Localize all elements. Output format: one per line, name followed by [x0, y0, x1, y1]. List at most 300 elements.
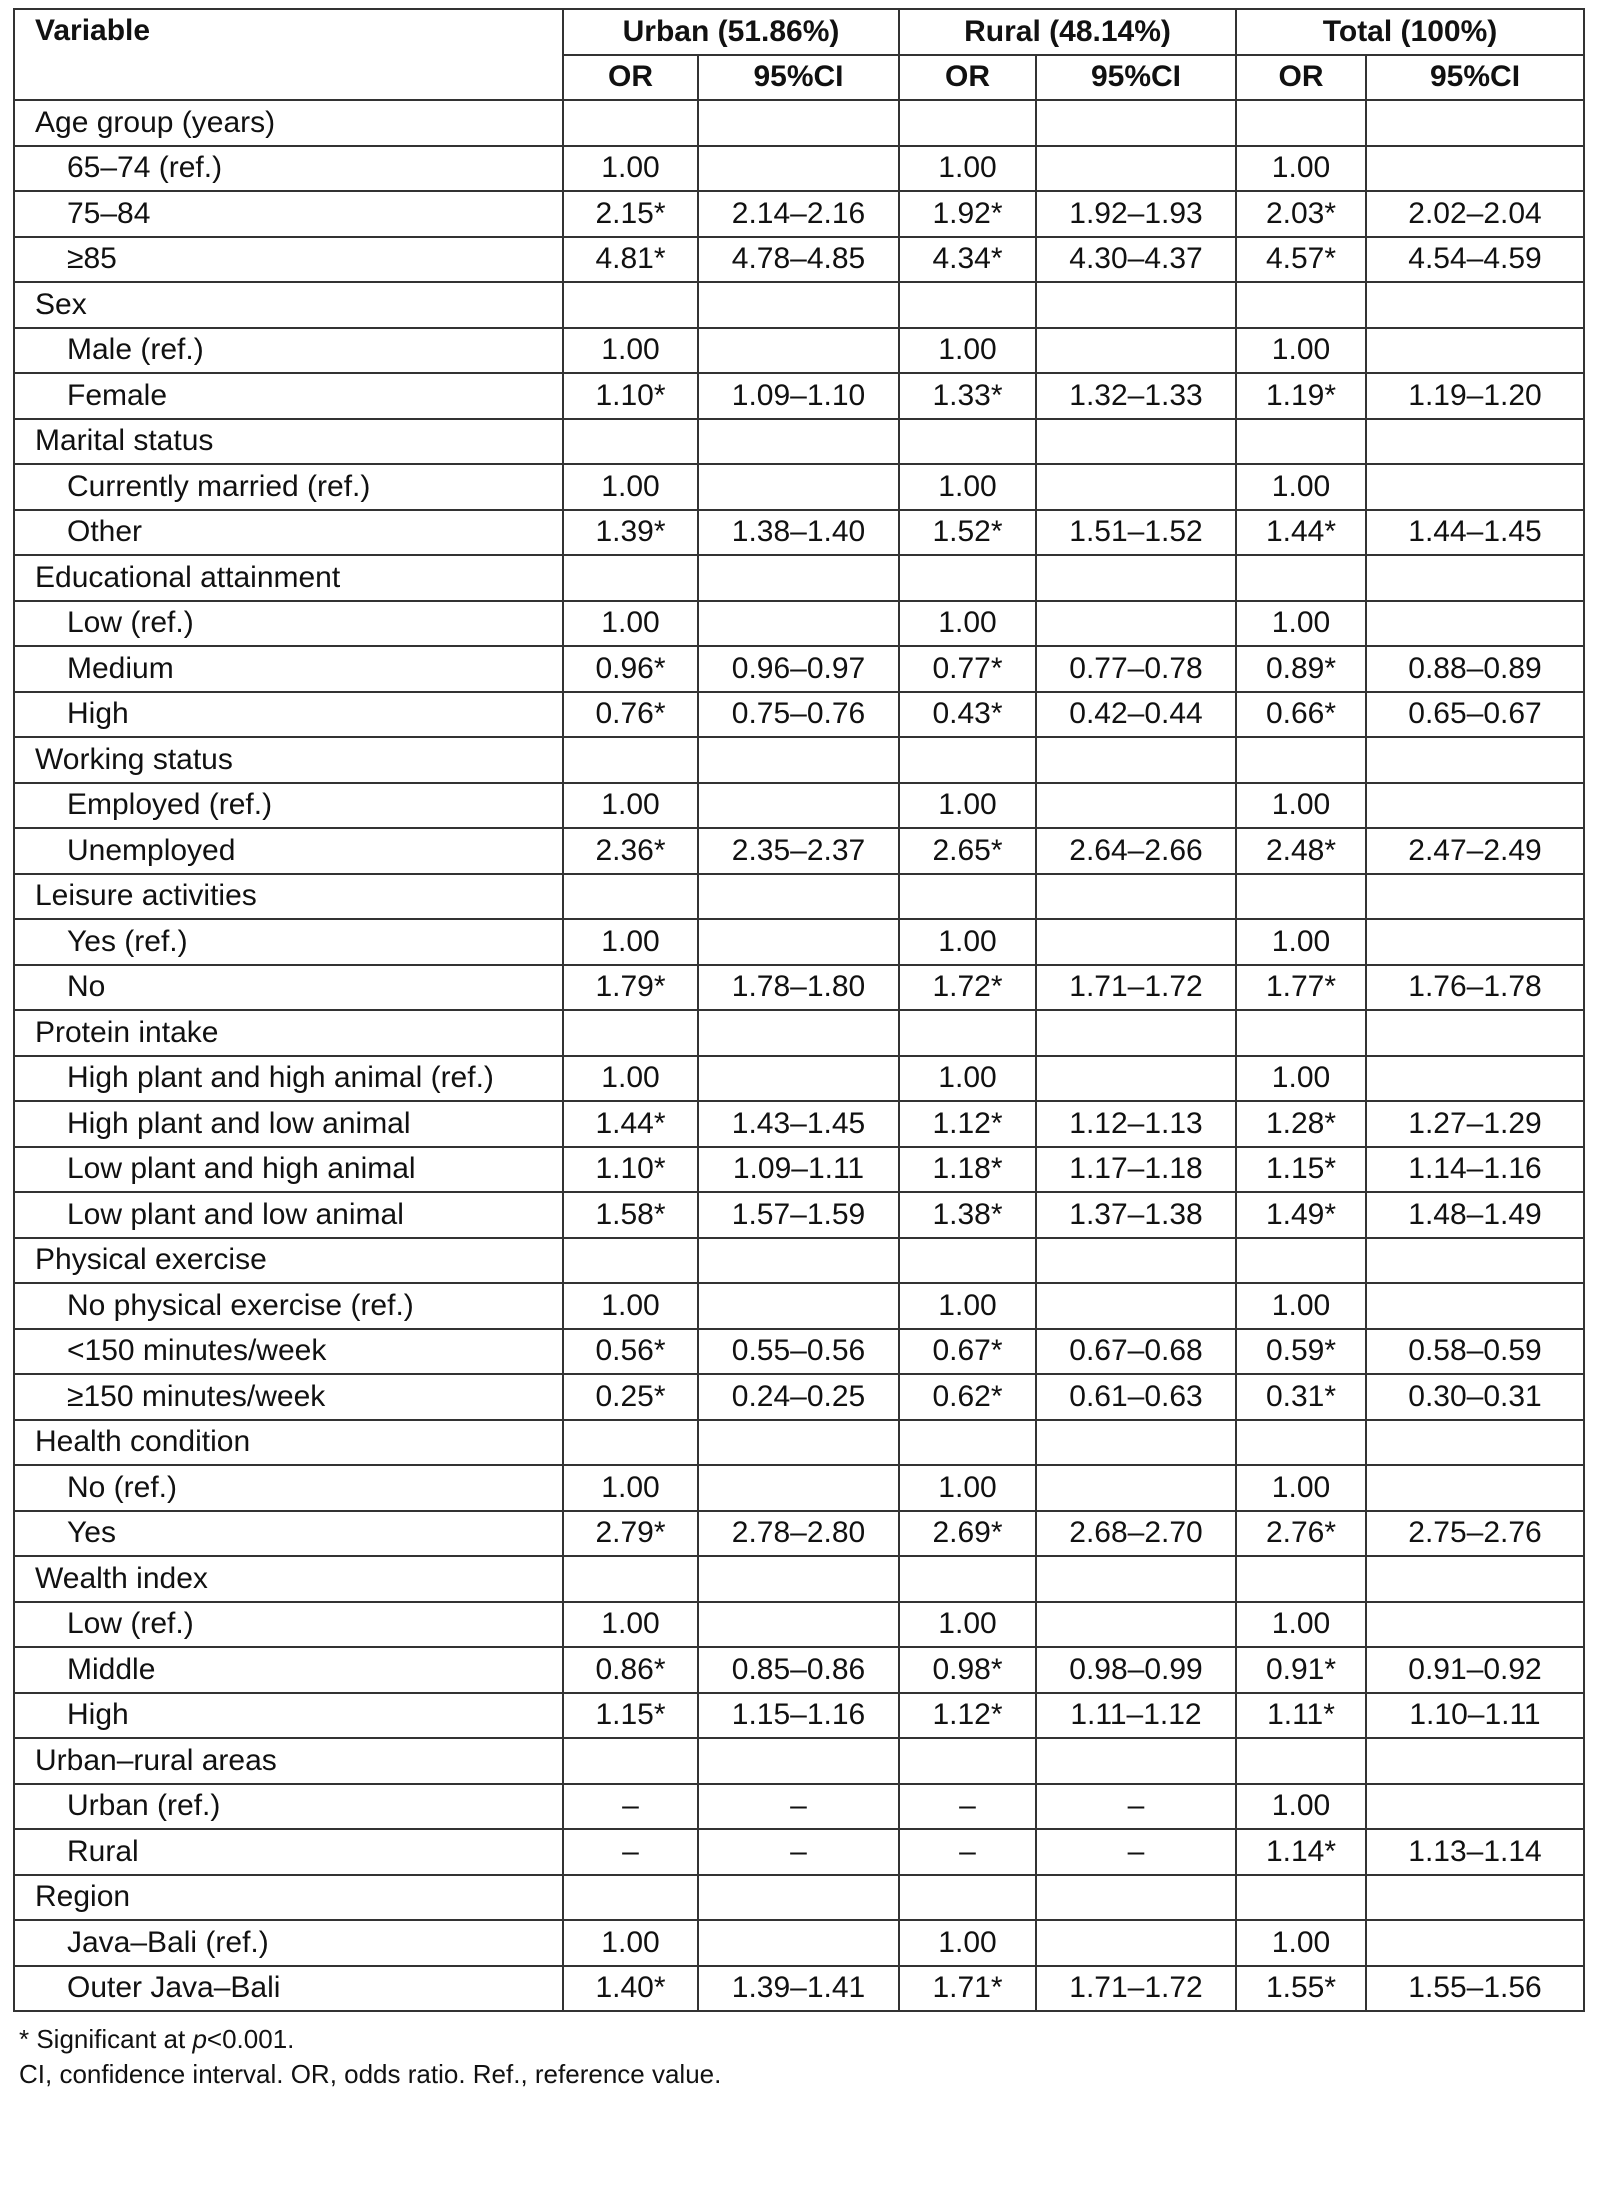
confidence-interval-cell: –: [698, 1784, 899, 1830]
odds-ratio-cell: –: [563, 1829, 698, 1875]
confidence-interval-cell: [698, 282, 899, 328]
confidence-interval-cell: [1366, 601, 1584, 647]
row-label: Yes (ref.): [14, 919, 563, 965]
confidence-interval-cell: [1036, 1010, 1236, 1056]
table-row: [14, 146, 1584, 192]
table-row: [14, 1329, 1584, 1375]
confidence-interval-cell: 1.48–1.49: [1366, 1192, 1584, 1238]
confidence-interval-cell: [698, 146, 899, 192]
odds-ratio-cell: [563, 1875, 698, 1921]
row-label: Currently married (ref.): [14, 464, 563, 510]
confidence-interval-cell: [1366, 146, 1584, 192]
abbreviations-note: CI, confidence interval. OR, odds ratio. Ref., reference value.: [19, 2059, 722, 2089]
table-row: [14, 919, 1584, 965]
confidence-interval-cell: [1366, 783, 1584, 829]
table-row: [14, 965, 1584, 1011]
confidence-interval-cell: 4.30–4.37: [1036, 237, 1236, 283]
odds-ratio-cell: 0.59*: [1236, 1329, 1366, 1375]
category-row: [14, 100, 1584, 146]
confidence-interval-cell: 1.27–1.29: [1366, 1101, 1584, 1147]
odds-ratio-cell: 1.00: [1236, 1283, 1366, 1329]
odds-ratio-cell: –: [563, 1784, 698, 1830]
confidence-interval-cell: 4.54–4.59: [1366, 237, 1584, 283]
odds-ratio-cell: 1.00: [1236, 146, 1366, 192]
odds-ratio-cell: 1.39*: [563, 510, 698, 556]
odds-ratio-cell: 1.11*: [1236, 1693, 1366, 1739]
confidence-interval-cell: 2.75–2.76: [1366, 1511, 1584, 1557]
confidence-interval-cell: [1036, 419, 1236, 465]
confidence-interval-cell: [698, 874, 899, 920]
table-row: [14, 237, 1584, 283]
confidence-interval-cell: 0.85–0.86: [698, 1647, 899, 1693]
confidence-interval-cell: [1036, 601, 1236, 647]
confidence-interval-cell: 2.68–2.70: [1036, 1511, 1236, 1557]
odds-ratio-cell: 1.00: [899, 464, 1036, 510]
row-label: High: [14, 1693, 563, 1739]
table-row: [14, 1511, 1584, 1557]
odds-ratio-cell: 0.76*: [563, 692, 698, 738]
odds-ratio-cell: [1236, 1875, 1366, 1921]
odds-ratio-cell: 1.00: [563, 1465, 698, 1511]
table-row: [14, 328, 1584, 374]
odds-ratio-cell: 2.36*: [563, 828, 698, 874]
confidence-interval-cell: 0.67–0.68: [1036, 1329, 1236, 1375]
confidence-interval-cell: [1366, 1465, 1584, 1511]
odds-ratio-cell: 1.12*: [899, 1101, 1036, 1147]
category-label: Educational attainment: [14, 555, 563, 601]
odds-ratio-cell: 1.00: [1236, 919, 1366, 965]
table-row: [14, 1056, 1584, 1102]
confidence-interval-cell: [698, 1238, 899, 1284]
odds-ratio-cell: [1236, 1010, 1366, 1056]
category-row: [14, 1738, 1584, 1784]
confidence-interval-cell: 0.24–0.25: [698, 1374, 899, 1420]
odds-ratio-cell: [899, 282, 1036, 328]
odds-ratio-cell: [1236, 100, 1366, 146]
odds-ratio-cell: [563, 100, 698, 146]
confidence-interval-cell: [1036, 1238, 1236, 1284]
confidence-interval-cell: 0.55–0.56: [698, 1329, 899, 1375]
odds-ratio-cell: 1.19*: [1236, 373, 1366, 419]
confidence-interval-cell: 2.64–2.66: [1036, 828, 1236, 874]
odds-ratio-cell: 2.48*: [1236, 828, 1366, 874]
odds-ratio-cell: 1.12*: [899, 1693, 1036, 1739]
confidence-interval-cell: –: [1036, 1829, 1236, 1875]
confidence-interval-cell: [698, 1602, 899, 1648]
odds-ratio-cell: [899, 419, 1036, 465]
row-label: Low (ref.): [14, 1602, 563, 1648]
confidence-interval-cell: 1.09–1.11: [698, 1147, 899, 1193]
row-label: Java–Bali (ref.): [14, 1920, 563, 1966]
confidence-interval-cell: [1036, 1875, 1236, 1921]
category-row: [14, 1238, 1584, 1284]
category-row: [14, 1875, 1584, 1921]
table-row: [14, 1693, 1584, 1739]
row-label: Middle: [14, 1647, 563, 1693]
category-label: Physical exercise: [14, 1238, 563, 1284]
confidence-interval-cell: 1.10–1.11: [1366, 1693, 1584, 1739]
odds-ratio-cell: 1.10*: [563, 1147, 698, 1193]
confidence-interval-cell: [1366, 1056, 1584, 1102]
category-label: Working status: [14, 737, 563, 783]
odds-ratio-cell: [899, 1738, 1036, 1784]
odds-ratio-cell: [563, 1738, 698, 1784]
odds-ratio-cell: 0.77*: [899, 646, 1036, 692]
confidence-interval-cell: 1.14–1.16: [1366, 1147, 1584, 1193]
confidence-interval-cell: [1036, 100, 1236, 146]
table-row: [14, 783, 1584, 829]
confidence-interval-cell: [1366, 464, 1584, 510]
table-container: [13, 8, 1583, 2092]
confidence-interval-cell: 1.12–1.13: [1036, 1101, 1236, 1147]
odds-ratio-cell: 1.00: [1236, 1920, 1366, 1966]
confidence-interval-cell: [698, 419, 899, 465]
category-label: Age group (years): [14, 100, 563, 146]
row-label: High plant and low animal: [14, 1101, 563, 1147]
odds-ratio-cell: [899, 100, 1036, 146]
row-label: Other: [14, 510, 563, 556]
confidence-interval-cell: [698, 919, 899, 965]
odds-ratio-cell: [1236, 1738, 1366, 1784]
confidence-interval-cell: 1.76–1.78: [1366, 965, 1584, 1011]
category-label: Urban–rural areas: [14, 1738, 563, 1784]
odds-ratio-cell: [899, 737, 1036, 783]
odds-ratio-cell: 0.67*: [899, 1329, 1036, 1375]
confidence-interval-cell: [1366, 1738, 1584, 1784]
odds-ratio-cell: 1.52*: [899, 510, 1036, 556]
header-row-groups: [14, 9, 1584, 55]
confidence-interval-cell: 1.11–1.12: [1036, 1693, 1236, 1739]
table-row: [14, 1465, 1584, 1511]
category-label: Health condition: [14, 1420, 563, 1466]
confidence-interval-cell: [1036, 282, 1236, 328]
confidence-interval-cell: 0.30–0.31: [1366, 1374, 1584, 1420]
confidence-interval-cell: [698, 464, 899, 510]
odds-ratio-cell: [563, 1238, 698, 1284]
row-label: 65–74 (ref.): [14, 146, 563, 192]
confidence-interval-cell: 0.88–0.89: [1366, 646, 1584, 692]
confidence-interval-cell: 1.92–1.93: [1036, 191, 1236, 237]
odds-ratio-cell: [563, 419, 698, 465]
table-row: [14, 1784, 1584, 1830]
table-row: [14, 1920, 1584, 1966]
confidence-interval-cell: [698, 1875, 899, 1921]
confidence-interval-cell: [1366, 1920, 1584, 1966]
odds-ratio-cell: 1.00: [899, 919, 1036, 965]
odds-ratio-cell: 1.92*: [899, 191, 1036, 237]
confidence-interval-cell: 1.39–1.41: [698, 1966, 899, 2012]
confidence-interval-cell: [1036, 555, 1236, 601]
confidence-interval-cell: 1.17–1.18: [1036, 1147, 1236, 1193]
confidence-interval-cell: 2.14–2.16: [698, 191, 899, 237]
odds-ratio-cell: –: [899, 1829, 1036, 1875]
odds-ratio-cell: 1.44*: [1236, 510, 1366, 556]
table-row: [14, 1192, 1584, 1238]
odds-ratio-cell: 1.00: [563, 1283, 698, 1329]
confidence-interval-cell: 2.47–2.49: [1366, 828, 1584, 874]
confidence-interval-cell: [1036, 737, 1236, 783]
odds-ratio-cell: 1.00: [899, 783, 1036, 829]
confidence-interval-cell: [1366, 1420, 1584, 1466]
table-footnotes: [13, 2022, 1583, 2092]
category-label: Sex: [14, 282, 563, 328]
odds-ratio-cell: 1.00: [1236, 464, 1366, 510]
table-row: [14, 828, 1584, 874]
confidence-interval-cell: 1.19–1.20: [1366, 373, 1584, 419]
confidence-interval-cell: 2.35–2.37: [698, 828, 899, 874]
confidence-interval-cell: 1.37–1.38: [1036, 1192, 1236, 1238]
confidence-interval-cell: [698, 1920, 899, 1966]
odds-ratio-cell: 2.79*: [563, 1511, 698, 1557]
confidence-interval-cell: [698, 783, 899, 829]
group-header-rural: Rural (48.14%): [899, 9, 1236, 55]
confidence-interval-cell: [698, 100, 899, 146]
confidence-interval-cell: 0.65–0.67: [1366, 692, 1584, 738]
odds-ratio-cell: [563, 282, 698, 328]
confidence-interval-cell: 1.44–1.45: [1366, 510, 1584, 556]
odds-ratio-cell: 2.69*: [899, 1511, 1036, 1557]
odds-ratio-cell: 1.58*: [563, 1192, 698, 1238]
confidence-interval-cell: 1.43–1.45: [698, 1101, 899, 1147]
odds-ratio-cell: 1.38*: [899, 1192, 1036, 1238]
odds-ratio-cell: [899, 1238, 1036, 1284]
odds-ratio-cell: 2.65*: [899, 828, 1036, 874]
odds-ratio-cell: 1.00: [1236, 601, 1366, 647]
row-label: ≥85: [14, 237, 563, 283]
confidence-interval-cell: [1036, 1738, 1236, 1784]
category-row: [14, 555, 1584, 601]
confidence-interval-cell: [698, 1010, 899, 1056]
confidence-interval-cell: [1036, 1056, 1236, 1102]
confidence-interval-cell: 1.13–1.14: [1366, 1829, 1584, 1875]
odds-ratio-cell: 0.25*: [563, 1374, 698, 1420]
row-label: No physical exercise (ref.): [14, 1283, 563, 1329]
odds-ratio-cell: 1.00: [899, 601, 1036, 647]
odds-ratio-cell: [1236, 555, 1366, 601]
odds-ratio-cell: 1.55*: [1236, 1966, 1366, 2012]
category-label: Marital status: [14, 419, 563, 465]
odds-ratio-cell: 2.76*: [1236, 1511, 1366, 1557]
ci-header: 95%CI: [1366, 55, 1584, 101]
category-row: [14, 1420, 1584, 1466]
group-header-urban: Urban (51.86%): [563, 9, 899, 55]
odds-ratio-cell: 1.28*: [1236, 1101, 1366, 1147]
odds-ratio-cell: 0.62*: [899, 1374, 1036, 1420]
confidence-interval-cell: 1.38–1.40: [698, 510, 899, 556]
or-header: OR: [563, 55, 698, 101]
row-label: Yes: [14, 1511, 563, 1557]
confidence-interval-cell: 0.61–0.63: [1036, 1374, 1236, 1420]
ci-header: 95%CI: [1036, 55, 1236, 101]
odds-ratio-cell: 0.86*: [563, 1647, 698, 1693]
category-label: Protein intake: [14, 1010, 563, 1056]
odds-ratio-cell: 1.15*: [1236, 1147, 1366, 1193]
odds-ratio-cell: 0.66*: [1236, 692, 1366, 738]
odds-ratio-cell: 0.98*: [899, 1647, 1036, 1693]
table-row: [14, 510, 1584, 556]
category-row: [14, 874, 1584, 920]
confidence-interval-cell: [1036, 146, 1236, 192]
confidence-interval-cell: [1366, 874, 1584, 920]
group-header-total: Total (100%): [1236, 9, 1584, 55]
confidence-interval-cell: [698, 1738, 899, 1784]
odds-ratio-cell: [1236, 1420, 1366, 1466]
odds-ratio-cell: [899, 1010, 1036, 1056]
confidence-interval-cell: 1.71–1.72: [1036, 965, 1236, 1011]
odds-ratio-cell: [1236, 1556, 1366, 1602]
odds-ratio-cell: 0.43*: [899, 692, 1036, 738]
odds-ratio-cell: [563, 1420, 698, 1466]
table-row: [14, 1602, 1584, 1648]
table-row: [14, 692, 1584, 738]
odds-ratio-cell: 1.00: [899, 146, 1036, 192]
category-label: Leisure activities: [14, 874, 563, 920]
odds-ratio-cell: 1.00: [899, 1465, 1036, 1511]
or-header: OR: [1236, 55, 1366, 101]
odds-ratio-cell: 1.10*: [563, 373, 698, 419]
table-row: [14, 464, 1584, 510]
odds-ratio-cell: 1.00: [1236, 1602, 1366, 1648]
odds-ratio-cell: 0.31*: [1236, 1374, 1366, 1420]
odds-ratio-cell: 2.15*: [563, 191, 698, 237]
confidence-interval-cell: 0.91–0.92: [1366, 1647, 1584, 1693]
confidence-interval-cell: [698, 601, 899, 647]
confidence-interval-cell: [1036, 1283, 1236, 1329]
odds-ratio-cell: 1.00: [563, 1056, 698, 1102]
significance-note: * Significant at p<0.001.: [19, 2024, 295, 2054]
table-body: [14, 100, 1584, 2011]
confidence-interval-cell: 1.55–1.56: [1366, 1966, 1584, 2012]
confidence-interval-cell: [1036, 919, 1236, 965]
confidence-interval-cell: [1366, 555, 1584, 601]
odds-ratio-cell: [563, 737, 698, 783]
odds-ratio-cell: [1236, 874, 1366, 920]
row-label: No: [14, 965, 563, 1011]
row-label: Low plant and high animal: [14, 1147, 563, 1193]
odds-ratio-cell: 2.03*: [1236, 191, 1366, 237]
odds-ratio-cell: [899, 1875, 1036, 1921]
confidence-interval-cell: 1.71–1.72: [1036, 1966, 1236, 2012]
row-label: <150 minutes/week: [14, 1329, 563, 1375]
odds-ratio-cell: 1.00: [1236, 783, 1366, 829]
confidence-interval-cell: [1366, 419, 1584, 465]
odds-ratio-cell: 1.33*: [899, 373, 1036, 419]
category-row: [14, 1010, 1584, 1056]
odds-ratio-cell: [563, 555, 698, 601]
odds-ratio-cell: [1236, 737, 1366, 783]
table-row: [14, 1374, 1584, 1420]
odds-ratio-cell: 0.91*: [1236, 1647, 1366, 1693]
confidence-interval-cell: [1366, 1283, 1584, 1329]
row-label: 75–84: [14, 191, 563, 237]
odds-ratio-cell: 1.00: [563, 328, 698, 374]
row-label: ≥150 minutes/week: [14, 1374, 563, 1420]
odds-ratio-cell: –: [899, 1784, 1036, 1830]
odds-ratio-cell: 4.34*: [899, 237, 1036, 283]
confidence-interval-cell: [1366, 328, 1584, 374]
confidence-interval-cell: [698, 1465, 899, 1511]
confidence-interval-cell: [1366, 1875, 1584, 1921]
confidence-interval-cell: 0.96–0.97: [698, 646, 899, 692]
confidence-interval-cell: [1366, 282, 1584, 328]
confidence-interval-cell: [1036, 328, 1236, 374]
table-row: [14, 1147, 1584, 1193]
row-label: Low plant and low animal: [14, 1192, 563, 1238]
odds-ratio-cell: 4.81*: [563, 237, 698, 283]
or-header: OR: [899, 55, 1036, 101]
row-label: Unemployed: [14, 828, 563, 874]
confidence-interval-cell: [698, 328, 899, 374]
odds-ratio-table: [13, 8, 1585, 2012]
table-row: [14, 1647, 1584, 1693]
confidence-interval-cell: [1366, 919, 1584, 965]
odds-ratio-cell: 1.00: [563, 1602, 698, 1648]
confidence-interval-cell: [1366, 1784, 1584, 1830]
odds-ratio-cell: 1.00: [899, 1283, 1036, 1329]
row-label: Female: [14, 373, 563, 419]
confidence-interval-cell: [1366, 1602, 1584, 1648]
odds-ratio-cell: [899, 1420, 1036, 1466]
category-row: [14, 737, 1584, 783]
odds-ratio-cell: 1.79*: [563, 965, 698, 1011]
odds-ratio-cell: [1236, 419, 1366, 465]
confidence-interval-cell: [1366, 1010, 1584, 1056]
confidence-interval-cell: 0.75–0.76: [698, 692, 899, 738]
confidence-interval-cell: [1036, 1556, 1236, 1602]
row-label: No (ref.): [14, 1465, 563, 1511]
table-row: [14, 1101, 1584, 1147]
row-label: Rural: [14, 1829, 563, 1875]
odds-ratio-cell: [563, 874, 698, 920]
confidence-interval-cell: [1036, 783, 1236, 829]
odds-ratio-cell: 1.49*: [1236, 1192, 1366, 1238]
confidence-interval-cell: 1.51–1.52: [1036, 510, 1236, 556]
odds-ratio-cell: 1.00: [1236, 1784, 1366, 1830]
confidence-interval-cell: [698, 1420, 899, 1466]
confidence-interval-cell: 1.32–1.33: [1036, 373, 1236, 419]
odds-ratio-cell: 1.00: [563, 146, 698, 192]
table-row: [14, 191, 1584, 237]
confidence-interval-cell: [698, 1556, 899, 1602]
odds-ratio-cell: 1.00: [1236, 328, 1366, 374]
ci-header: 95%CI: [698, 55, 899, 101]
odds-ratio-cell: 1.71*: [899, 1966, 1036, 2012]
confidence-interval-cell: [1366, 737, 1584, 783]
confidence-interval-cell: 0.77–0.78: [1036, 646, 1236, 692]
table-row: [14, 1283, 1584, 1329]
odds-ratio-cell: 1.00: [899, 1056, 1036, 1102]
row-label: Low (ref.): [14, 601, 563, 647]
odds-ratio-cell: 1.00: [1236, 1056, 1366, 1102]
confidence-interval-cell: [698, 1283, 899, 1329]
confidence-interval-cell: 4.78–4.85: [698, 237, 899, 283]
confidence-interval-cell: [1036, 1420, 1236, 1466]
confidence-interval-cell: 1.09–1.10: [698, 373, 899, 419]
row-label: High plant and high animal (ref.): [14, 1056, 563, 1102]
confidence-interval-cell: [1366, 100, 1584, 146]
confidence-interval-cell: –: [698, 1829, 899, 1875]
confidence-interval-cell: 2.78–2.80: [698, 1511, 899, 1557]
row-label: Medium: [14, 646, 563, 692]
odds-ratio-cell: 0.89*: [1236, 646, 1366, 692]
confidence-interval-cell: –: [1036, 1784, 1236, 1830]
odds-ratio-cell: 1.00: [899, 1920, 1036, 1966]
variable-header: Variable: [14, 9, 563, 100]
odds-ratio-cell: 0.56*: [563, 1329, 698, 1375]
odds-ratio-cell: [899, 555, 1036, 601]
odds-ratio-cell: 0.96*: [563, 646, 698, 692]
confidence-interval-cell: [1036, 874, 1236, 920]
